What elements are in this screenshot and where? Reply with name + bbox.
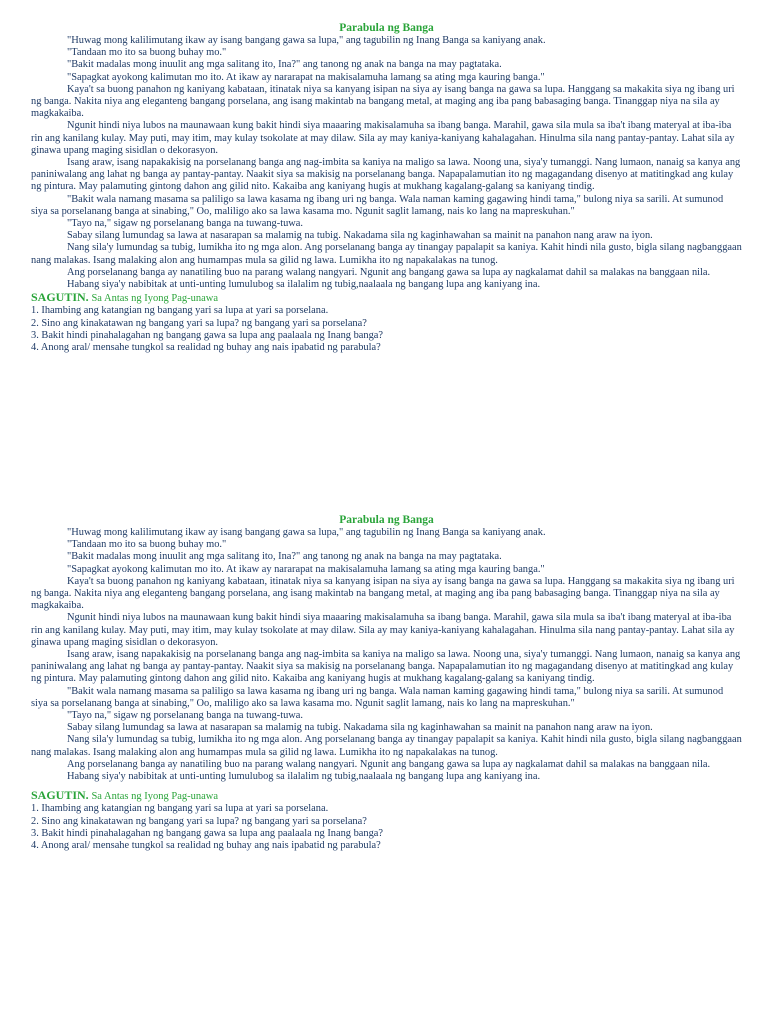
story-body (31, 527, 742, 783)
paragraph: Kaya't sa buong panahon ng kaniyang kabataan, itinatak niya sa kanyang isipan na siya ay isang banga na gawa sa lupa. Hanggang sa makakita siya ng ibang uri ng banga. Nakita niya ang eleganteng bangang porselana, ang isang makintab na bangang metal, at maging ang iba pang babasaging banga. Tinanggap niya na sila ay magkakaiba. (31, 83, 735, 120)
paragraph: Kaya't sa buong panahon ng kaniyang kabataan, itinatak niya sa kanyang isipan na siya ay isang banga na gawa sa lupa. Hanggang sa makakita siya ng ibang uri ng banga. Nakita niya ang eleganteng bangang porselana, ang isang makintab na bangang metal, at maging ang iba pang babasaging banga. Tinanggap niya na sila ay magkakaiba. (31, 575, 735, 612)
sagutin-subtitle: Sa Antas ng Iyong Pag-unawa (91, 791, 219, 803)
question-item: 1. Ihambing ang katangian ng bangang yari sa lupa at yari sa porselana. (31, 803, 329, 815)
paragraph: Ang porselanang banga ay nanatiling buo na parang walang nangyari. Ngunit ang bangang gawa sa lupa ay nagkalamat dahil sa malakas na banggaan nila. (67, 266, 711, 278)
paragraph: "Tayo na," sigaw ng porselanang banga na tuwang-tuwa. (67, 710, 303, 722)
paragraph: "Sapagkat ayokong kalimutan mo ito. At ikaw ay nararapat na makisalamuha lamang sa ating mga kauring banga." (67, 71, 545, 83)
sagutin-heading (31, 789, 742, 803)
paragraph: Sabay silang lumundag sa lawa at nasarapan sa malamig na tubig. Nakadama sila ng kaginhawahan sa mainit na panahon nang araw na iyon. (67, 722, 653, 734)
parable-copy-2 (31, 513, 742, 853)
paragraph: "Tandaan mo ito sa buong buhay mo." (67, 539, 227, 551)
paragraph: "Bakit madalas mong inuulit ang mga salitang ito, Ina?" ang tanong ng anak na banga na may pagtataka. (67, 59, 502, 71)
sagutin-label: SAGUTIN. (31, 788, 89, 803)
page-title: Parabula ng Banga (339, 22, 434, 34)
question-item: 2. Sino ang kinakatawan ng bangang yari sa lupa? ng bangang yari sa porselana? (31, 815, 367, 827)
story-body (31, 35, 742, 291)
question-item: 4. Anong aral/ mensahe tungkol sa realidad ng buhay ang nais ipabatid ng parabula? (31, 840, 381, 852)
sagutin-label: SAGUTIN. (31, 290, 89, 305)
paragraph: Habang siya'y nabibitak at unti-unting lumulubog sa ilalalim ng tubig,naalaala ng bangang lupa ang kaniyang ina. (67, 279, 541, 291)
paragraph: Nang sila'y lumundag sa tubig, lumikha ito ng mga alon. Ang porselanang banga ay tinangay papalapit sa kaniya. Kahit hindi nila gusto, bigla silang nagbanggaan nang malakas. Isang malaking alon ang humampas mula sa gilid ng lawa. Lumikha ito ng napakalakas na tunog. (31, 734, 742, 758)
paragraph: "Bakit wala namang masama sa paliligo sa lawa kasama ng ibang uri ng banga. Wala naman kaming gagawing hindi tama," bulong niya sa sarili. At sumunod siya sa porselanang banga at sinabing," Oo, maliligo ako sa lawa kasama mo. Ngunit saglit lamang, nais ko lang na mapreskuhan." (31, 685, 724, 709)
paragraph: Ang porselanang banga ay nanatiling buo na parang walang nangyari. Ngunit ang bangang gawa sa lupa ay nagkalamat dahil sa malakas na banggaan nila. (67, 758, 711, 770)
paragraph: "Bakit madalas mong inuulit ang mga salitang ito, Ina?" ang tanong ng anak na banga na may pagtataka. (67, 551, 502, 563)
paragraph: "Tayo na," sigaw ng porselanang banga na tuwang-tuwa. (67, 218, 303, 230)
sagutin-heading (31, 291, 742, 305)
paragraph: Nang sila'y lumundag sa tubig, lumikha ito ng mga alon. Ang porselanang banga ay tinangay papalapit sa kaniya. Kahit hindi nila gusto, bigla silang nagbanggaan nang malakas. Isang malaking alon ang humampas mula sa gilid ng lawa. Lumikha ito ng napakalakas na tunog. (31, 242, 742, 266)
question-list (31, 305, 742, 355)
question-list (31, 803, 742, 853)
question-item: 2. Sino ang kinakatawan ng bangang yari sa lupa? ng bangang yari sa porselana? (31, 317, 367, 329)
paragraph: "Huwag mong kalilimutang ikaw ay isang bangang gawa sa lupa," ang tagubilin ng Inang Banga sa kaniyang anak. (67, 527, 546, 538)
paragraph: Habang siya'y nabibitak at unti-unting lumulubog sa ilalalim ng tubig,naalaala ng bangang lupa ang kaniyang ina. (67, 771, 541, 783)
paragraph: Sabay silang lumundag sa lawa at nasarapan sa malamig na tubig. Nakadama sila ng kaginhawahan sa mainit na panahon nang araw na iyon. (67, 230, 653, 242)
question-item: 4. Anong aral/ mensahe tungkol sa realidad ng buhay ang nais ipabatid ng parabula? (31, 342, 381, 354)
page-title: Parabula ng Banga (339, 514, 434, 526)
parable-copy-1 (31, 21, 742, 355)
paragraph: "Tandaan mo ito sa buong buhay mo." (67, 47, 227, 59)
paragraph: Ngunit hindi niya lubos na maunawaan kung bakit hindi siya maaaring makisalamuha sa ibang banga. Marahil, gawa sila mula sa iba't ibang materyal at iba-iba rin ang kanilang kulay. May puti, may itim, may kulay tsokolate at may dilaw. Sila ay may kaniya-kaniyang kahalagahan. Hinulma sila nang pantay-pantay. Lahat sila ay ginawa upang maging sisidlan o dekorasyon. (31, 612, 735, 648)
paragraph: "Bakit wala namang masama sa paliligo sa lawa kasama ng ibang uri ng banga. Wala naman kaming gagawing hindi tama," bulong niya sa sarili. At sumunod siya sa porselanang banga at sinabing," Oo, maliligo ako sa lawa kasama mo. Ngunit saglit lamang, nais ko lang na mapreskuhan." (31, 193, 724, 217)
question-item: 3. Bakit hindi pinahalagahan ng bangang gawa sa lupa ang paalaala ng Inang banga? (31, 828, 383, 840)
paragraph: Ngunit hindi niya lubos na maunawaan kung bakit hindi siya maaaring makisalamuha sa ibang banga. Marahil, gawa sila mula sa iba't ibang materyal at iba-iba rin ang kanilang kulay. May puti, may itim, may kulay tsokolate at may dilaw. Sila ay may kaniya-kaniyang kahalagahan. Hinulma sila nang pantay-pantay. Lahat sila ay ginawa upang maging sisidlan o dekorasyon. (31, 120, 735, 156)
question-item: 3. Bakit hindi pinahalagahan ng bangang gawa sa lupa ang paalaala ng Inang banga? (31, 330, 383, 342)
paragraph: Isang araw, isang napakakisig na porselanang banga ang nag-imbita sa kaniya na maligo sa lawa. Noong una, siya'y tumanggi. Nang lumaon, nanaig sa kanya ang paniniwalang ang lahat ng banga ay pantay-pantay. Naakit siya sa makisig na porselanang banga. Napapalamutian ito ng magagandang disenyo at matitingkad ang kulay ng pintura. May palamuting gintong dahon ang gilid nito. Kakaiba ang kaniyang hugis at mukhang kagalang-galang sa kaniyang tindig. (31, 649, 741, 685)
paragraph: Isang araw, isang napakakisig na porselanang banga ang nag-imbita sa kaniya na maligo sa lawa. Noong una, siya'y tumanggi. Nang lumaon, nanaig sa kanya ang paniniwalang ang lahat ng banga ay pantay-pantay. Naakit siya sa makisig na porselanang banga. Napapalamutian ito ng magagandang disenyo at matitingkad ang kulay ng pintura. May palamuting gintong dahon ang gilid nito. Kakaiba ang kaniyang hugis at mukhang kagalang-galang sa kaniyang tindig. (31, 157, 741, 193)
sagutin-subtitle: Sa Antas ng Iyong Pag-unawa (91, 293, 219, 305)
paragraph: "Huwag mong kalilimutang ikaw ay isang bangang gawa sa lupa," ang tagubilin ng Inang Banga sa kaniyang anak. (67, 35, 546, 46)
question-item: 1. Ihambing ang katangian ng bangang yari sa lupa at yari sa porselana. (31, 305, 329, 317)
paragraph: "Sapagkat ayokong kalimutan mo ito. At ikaw ay nararapat na makisalamuha lamang sa ating mga kauring banga." (67, 563, 545, 575)
